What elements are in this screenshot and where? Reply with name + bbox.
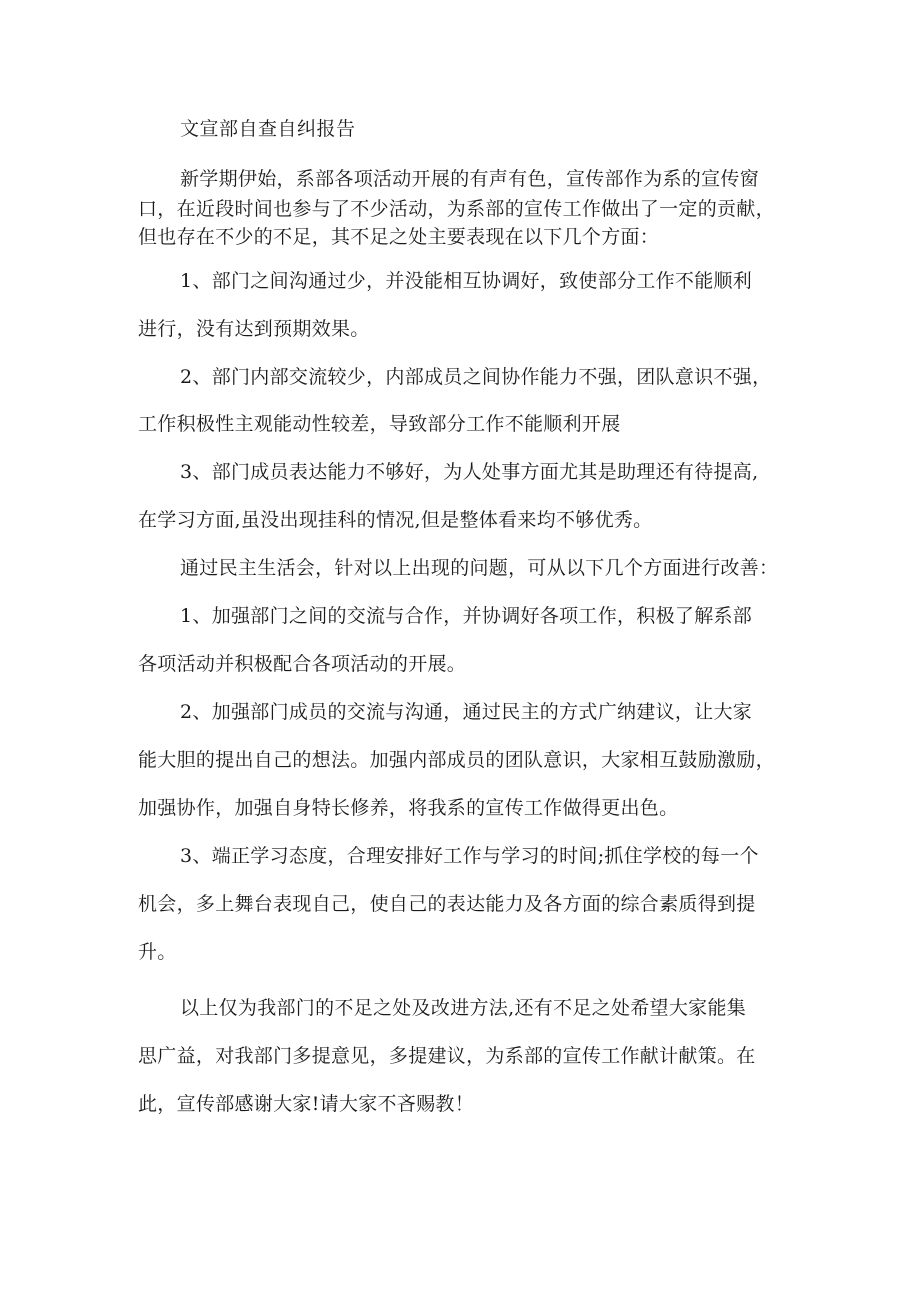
intro-line-3: 但也存在不少的不足，其不足之处主要表现在以下几个方面：: [138, 226, 660, 248]
improvement-3-line-3: 升。: [138, 941, 177, 963]
problem-2-line-2: 工作积极性主观能动性较差，导致部分工作不能顺利开展: [138, 413, 621, 435]
closing-line-1: 以上仅为我部门的不足之处及改进方法,还有不足之处希望大家能集: [180, 997, 747, 1019]
improvement-1-line-2: 各项活动并积极配合各项活动的开展。: [138, 653, 467, 675]
problem-2-line-1: 2、部门内部交流较少，内部成员之间协作能力不强，团队意识不强，: [180, 366, 772, 388]
problem-3-line-2: 在学习方面,虽没出现挂科的情况,但是整体看来均不够优秀。: [138, 509, 653, 531]
problem-3-line-1: 3、部门成员表达能力不够好，为人处事方面尤其是助理还有待提高,: [180, 461, 759, 483]
closing-line-3: 此，宣传部感谢大家!请大家不吝赐教！: [138, 1093, 475, 1115]
document-title: 文宣部自查自纠报告: [180, 118, 356, 140]
intro-line-1: 新学期伊始，系部各项活动开展的有声有色，宣传部作为系的宣传窗: [180, 168, 760, 190]
improvement-1-line-1: 1、加强部门之间的交流与合作，并协调好各项工作，积极了解系部: [180, 605, 753, 627]
transition-line: 通过民主生活会，针对以上出现的问题，可从以下几个方面进行改善：: [180, 557, 779, 579]
problem-1-line-2: 进行，没有达到预期效果。: [138, 318, 370, 340]
improvement-2-line-2: 能大胆的提出自己的想法。加强内部成员的团队意识，大家相互鼓励激励，: [138, 749, 775, 771]
closing-line-2: 思广益，对我部门多提意见，多提建议，为系部的宣传工作献计献策。在: [138, 1045, 756, 1067]
intro-line-2: 口，在近段时间也参与了不少活动，为系部的宣传工作做出了一定的贡献，: [138, 198, 775, 220]
improvement-2-line-1: 2、加强部门成员的交流与沟通，通过民主的方式广纳建议，让大家: [180, 701, 753, 723]
problem-1-line-1: 1、部门之间沟通过少，并没能相互协调好，致使部分工作不能顺利: [180, 270, 753, 292]
improvement-3-line-1: 3、端正学习态度，合理安排好工作与学习的时间;抓住学校的每一个: [180, 845, 759, 867]
improvement-3-line-2: 机会，多上舞台表现自己，使自己的表达能力及各方面的综合素质得到提: [138, 893, 756, 915]
improvement-2-line-3: 加强协作，加强自身特长修养，将我系的宣传工作做得更出色。: [138, 797, 679, 819]
